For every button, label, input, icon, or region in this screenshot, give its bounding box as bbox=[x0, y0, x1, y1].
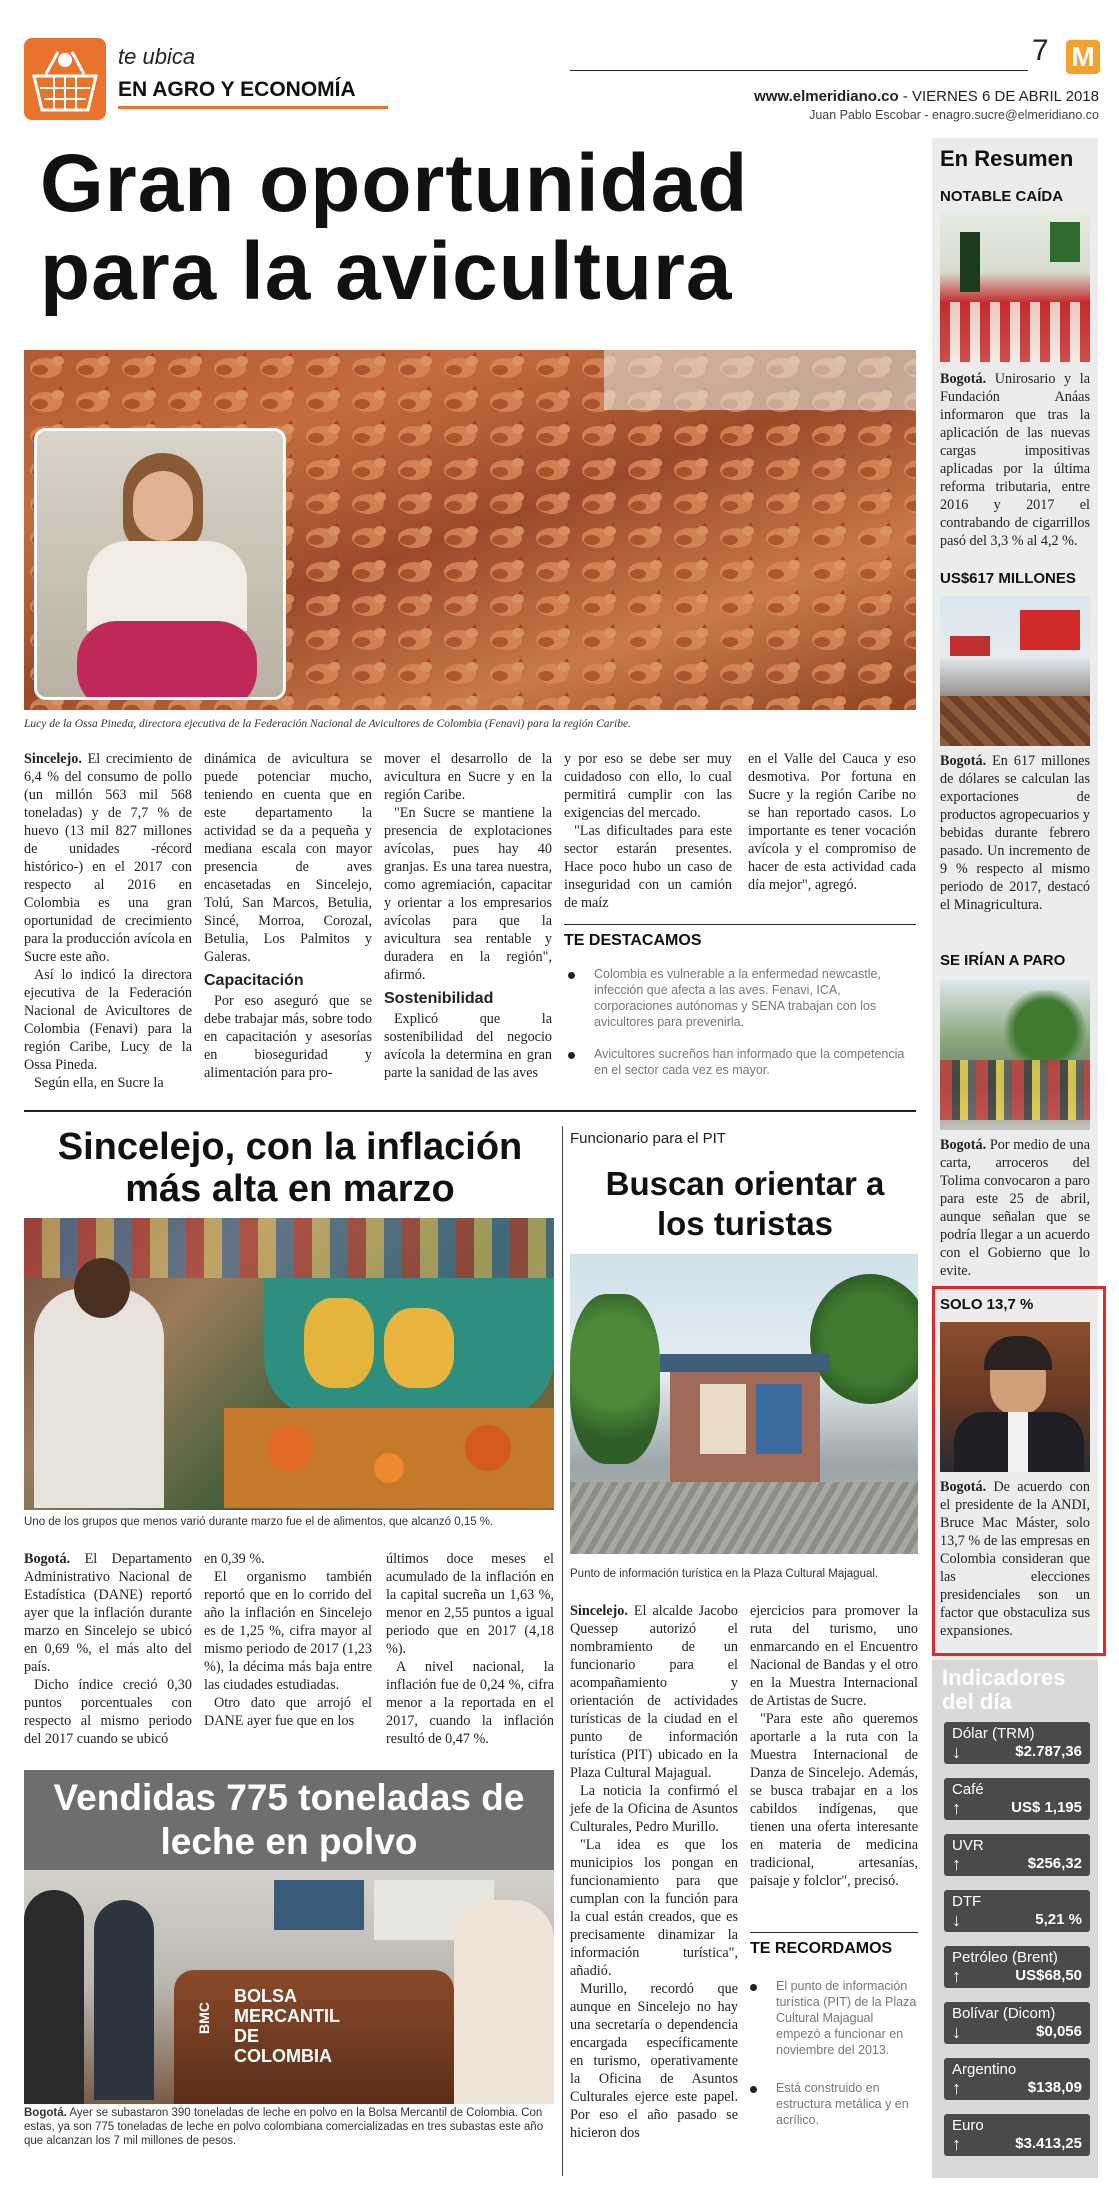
market-photo bbox=[24, 1218, 554, 1510]
sidebar-body-1: En 617 millones de dólares se calculan las exportaciones de productos agropecuarios y bebidas durante febrero pasado. Un incremento de 9 % respecto al mismo periodo de 2017, destacó el Minagricultura. bbox=[940, 753, 1090, 913]
sidebar-lead-2: Bogotá. bbox=[940, 1137, 987, 1153]
header-rule bbox=[570, 70, 1028, 71]
indicator-value: $138,09 bbox=[1027, 2079, 1082, 2096]
main-col2-text: dinámica de avicultura se puede potenciar mucho, teniendo en cuenta que en este departamento la actividad se da a pequeña y mediana escala con mayor presencia de aves encasetadas en Sincelejo, Tolú, San Marcos, Betulia, Sincé, Morroa, Corozal, Betulia, Los Palmitos y Galeras. bbox=[204, 751, 372, 965]
sidebar-lead-0: Bogotá. bbox=[940, 371, 987, 387]
sidebar-head-2: SE IRÍAN A PARO bbox=[940, 952, 1066, 969]
indicator-petroleo bbox=[944, 1946, 1090, 1988]
indicator-label: Euro bbox=[952, 2117, 984, 2134]
section-divider-1 bbox=[24, 1110, 916, 1112]
inflacion-col-3 bbox=[386, 1550, 554, 1748]
main-photo-caption: Lucy de la Ossa Pineda, directora ejecutiva de la Federación Nacional de Avicultores de Colombia (Fenavi) para la región Caribe. bbox=[24, 718, 631, 730]
main-col3-text: mover el desarrollo de la avicultura en Sucre y en la región Caribe. bbox=[384, 751, 552, 803]
bmc-sign-line: DE bbox=[234, 2026, 260, 2046]
indicator-dtf bbox=[944, 1890, 1090, 1932]
leche-caption-text: Ayer se subastaron 390 toneladas de leche en polvo en la Bolsa Mercantil de Colombia. Con estas, ya son 775 toneladas de leche en polvo colombiana comercializadas en tres subastas este año que alcanzan los 7 mil millones de pesos. bbox=[24, 2107, 544, 2147]
bmc-podium bbox=[174, 1970, 454, 2104]
sidebar-lead-3: Bogotá. bbox=[940, 1479, 987, 1495]
indicators-title: Indicadores del día bbox=[942, 1665, 1066, 1714]
inflacion-col-1 bbox=[24, 1550, 192, 1748]
section-logo bbox=[24, 38, 106, 120]
sidebar-head-3: SOLO 13,7 % bbox=[940, 1296, 1034, 1313]
sidebar-body-0: Unirosario y la Fundación Anáas informaron que tras la aplicación de las nuevas cargas impositivas aplicadas por la última reforma tributaria, entre 2016 y 2017 el contrabando de cigarrillos pasó del 3,3 % al 4,2 %. bbox=[940, 371, 1090, 549]
indicator-value: $3.413,25 bbox=[1015, 2135, 1082, 2152]
main-col-2 bbox=[204, 750, 372, 1082]
turistas-col2-p2: "Para este año queremos aportarle a la ruta con la Muestra Internacional de Danza de Sincelejo. Además, se busca trabajar en a los cabildos indígenas, que tienen una oferta interesante en materia de medicina tradicional, artesanías, paisaje y folclor", precisó. bbox=[750, 1711, 918, 1889]
bmc-logo-text: BMC bbox=[195, 2002, 212, 2034]
sidebar-lead-1: Bogotá. bbox=[940, 753, 987, 769]
main-col3-p3: Explicó que la sostenibilidad del negocio avícola la determina en gran parte la sanidad de las aves bbox=[384, 1011, 552, 1081]
bmc-photo-caption bbox=[24, 2106, 554, 2148]
inflacion-col1-text: El Departamento Administrativo Nacional de Estadística (DANE) reportó ayer que la inflación durante marzo en Sincelejo se ubicó en 0,69 %, el más alto del país. bbox=[24, 1551, 193, 1675]
sidebar-body-3: De acuerdo con el presidente de la ANDI, Bruce Mac Máster, solo 13,7 % de las empresas en Colombia consideran que las elecciones presidenciales son un factor que obstaculiza sus expansiones. bbox=[940, 1479, 1090, 1639]
subhead-capacitacion: Capacitación bbox=[204, 972, 304, 989]
chickens-photo bbox=[24, 350, 916, 710]
indicator-uvr bbox=[944, 1834, 1090, 1876]
indicator-argentino bbox=[944, 2058, 1090, 2100]
kiosk-photo-caption: Punto de información turística en la Plaza Cultural Majagual. bbox=[570, 1568, 879, 1580]
farmers-photo bbox=[940, 980, 1090, 1130]
arrow-up-icon: ↑ bbox=[952, 1966, 961, 1986]
leche-caption-lead: Bogotá. bbox=[24, 2107, 67, 2119]
main-col4-text: y por eso se debe ser muy cuidadoso con ello, lo cual permitirá cumplir con las exigencias del mercado. bbox=[564, 751, 732, 821]
destacamos-list bbox=[564, 966, 916, 1078]
indicator-value: $2.787,36 bbox=[1015, 1743, 1082, 1760]
turistas-col-1 bbox=[570, 1602, 738, 2142]
main-col-5 bbox=[748, 750, 916, 894]
inflacion-col-2 bbox=[204, 1550, 372, 1730]
portrait-inset bbox=[34, 428, 286, 700]
main-col1-p2: Así lo indicó la directora ejecutiva de la Federación Nacional de Avicultores de Colombia (Fenavi) para la región Caribe, Lucy de la Ossa Pineda. bbox=[24, 967, 192, 1073]
sidebar-text-2 bbox=[940, 1136, 1090, 1280]
inflacion-lead: Bogotá. bbox=[24, 1551, 71, 1567]
sidebar-text-0 bbox=[940, 370, 1090, 550]
main-col3-p2: "En Sucre se mantiene la presencia de explotaciones avícolas, pues hay 40 granjas. Es una tarea nuestra, como agremiación, capacitar y orientar a los empresarios avícolas para que la avicultura sea rentable y duradera en la región", afirmó. bbox=[384, 805, 552, 983]
main-col-3 bbox=[384, 750, 552, 1082]
indicator-value: $256,32 bbox=[1027, 1855, 1082, 1872]
leche-headline: Vendidas 775 toneladas de leche en polvo bbox=[53, 1777, 525, 1862]
main-headline: Gran oportunidad para la avicultura bbox=[40, 138, 749, 317]
page-number: 7 bbox=[1032, 34, 1049, 67]
inflacion-col2-text: en 0,39 %. bbox=[204, 1551, 265, 1567]
sidebar-head-1: US$617 MILLONES bbox=[940, 570, 1076, 587]
arrow-down-icon: ↓ bbox=[952, 2022, 961, 2042]
cigarettes-photo bbox=[940, 212, 1090, 362]
section-label-small: te ubica bbox=[118, 44, 196, 69]
arrow-down-icon: ↓ bbox=[952, 1742, 961, 1762]
destacamos-rule bbox=[564, 924, 916, 925]
section-label-big: EN AGRO Y ECONOMÍA bbox=[118, 78, 356, 101]
main-col2-p2: Por eso aseguró que se debe trabajar más, sobre todo en capacitación y asesorías en bioseguridad y alimentación para pro- bbox=[204, 993, 372, 1081]
turistas-kicker: Funcionario para el PIT bbox=[570, 1130, 726, 1147]
bmc-sign-line: COLOMBIA bbox=[234, 2046, 332, 2066]
arrow-up-icon: ↑ bbox=[952, 2134, 961, 2154]
author-line: Juan Pablo Escobar - enagro.sucre@elmeridiano.co bbox=[809, 108, 1099, 122]
turistas-col2-text: ejercicios para promover la ruta del turismo, uno enmarcando en el Encuentro Nacional de Bandas y el otro en la Muestra Internacional de Artistas de Sucre. bbox=[750, 1603, 918, 1709]
dateline bbox=[754, 88, 1099, 105]
bmc-sign-line: BOLSA bbox=[234, 1986, 297, 2006]
indicator-cafe bbox=[944, 1778, 1090, 1820]
recordamos-title: TE RECORDAMOS bbox=[750, 1940, 893, 1957]
indicator-label: DTF bbox=[952, 1893, 982, 1910]
main-col-1 bbox=[24, 750, 192, 1092]
main-col1-p3: Según ella, en Sucre la bbox=[34, 1075, 164, 1091]
inflacion-col2-p3: Otro dato que arrojó el DANE ayer fue que en los bbox=[204, 1695, 372, 1729]
indicator-value: 5,21 % bbox=[1035, 1911, 1082, 1928]
indicator-value: $0,056 bbox=[1036, 2023, 1082, 2040]
sidebar-title: En Resumen bbox=[940, 146, 1074, 171]
indicator-value: US$68,50 bbox=[1015, 1967, 1082, 1984]
inflacion-col2-p2: El organismo también reportó que en lo corrido del año la inflación en Sincelejo es de 1,25 %, cifra mayor al mismo periodo de 2017 (1,23 %), la décima más baja entre las ciudades estudiadas. bbox=[204, 1569, 372, 1693]
indicator-label: UVR bbox=[952, 1837, 984, 1854]
turistas-col-2 bbox=[750, 1602, 918, 1890]
indicator-dolar bbox=[944, 1722, 1090, 1764]
brand-logo-letter: M bbox=[1071, 41, 1095, 72]
indicator-label: Argentino bbox=[952, 2061, 1017, 2078]
recordamos-rule bbox=[750, 1932, 918, 1933]
port-photo bbox=[940, 596, 1090, 746]
subhead-sostenibilidad: Sostenibilidad bbox=[384, 990, 494, 1007]
turistas-col1-p4: Murillo, recordó que aunque en Sincelejo no hay una secretaría o dependencia encargada específicamente en turismo, operativamente la Oficina de Asuntos Culturales ejerce este papel. Por eso el año pasado se hicieron dos bbox=[570, 1981, 738, 2141]
sidebar-body-2: Por medio de una carta, arroceros del Tolima convocaron a paro para este 25 de abril, aunque señalan que se podría llegar a un acuerdo con el Gobierno que lo evite. bbox=[940, 1137, 1091, 1279]
indicator-label: Café bbox=[952, 1781, 984, 1798]
main-dateline-lead: Sincelejo. bbox=[24, 751, 82, 767]
inflacion-col3-p2: A nivel nacional, la inflación fue de 0,24 %, cifra menor a la reportada en el 2017, cuando la inflación resultó de 0,47 %. bbox=[386, 1659, 554, 1747]
andi-president-photo bbox=[940, 1322, 1090, 1472]
turistas-headline: Buscan orientar a los turistas bbox=[605, 1165, 885, 1242]
leche-banner bbox=[24, 1770, 554, 1870]
indicator-label: Dólar (TRM) bbox=[952, 1725, 1035, 1742]
indicator-label: Petróleo (Brent) bbox=[952, 1949, 1058, 1966]
section-underline bbox=[118, 106, 388, 109]
bmc-photo bbox=[24, 1870, 554, 2104]
recordamos-list bbox=[746, 1978, 918, 2128]
turistas-col1-text: El alcalde Jacobo Quessep autorizó el nombramiento de un funcionario para el acompañamiento y orientación de actividades turísticas de la ciudad en el punto de información turística (PIT) ubicado en la Plaza Cultural Majagual. bbox=[570, 1603, 738, 1781]
sidebar-text-3 bbox=[940, 1478, 1090, 1640]
main-col5-text: en el Valle del Cauca y eso desmotiva. Por fortuna en Sucre y la región Caribe no se han reportado casos. Lo importante es tener vocación avícola y el compromiso de hacer de esta actividad cada día mejor", agregó. bbox=[748, 751, 916, 893]
destacamos-title: TE DESTACAMOS bbox=[564, 932, 702, 949]
main-col-4 bbox=[564, 750, 732, 912]
destacamos-item: Avicultores sucreños han informado que la competencia en el sector cada vez es mayor. bbox=[564, 1046, 916, 1078]
main-col1-text: El crecimiento de 6,4 % del consumo de pollo (un millón 563 mil 568 toneladas) y de 7,7 % de huevo (13 mil 827 millones de unidades -récord histórico-) en el 2017 con respecto al 2016 en Colombia es una gran oportunidad de crecimiento para la producción avícola en Sucre este año. bbox=[24, 751, 192, 965]
indicator-euro bbox=[944, 2114, 1090, 2156]
recordamos-item: Está construido en estructura metálica y en acrílico. bbox=[746, 2080, 918, 2128]
indicator-value: US$ 1,195 bbox=[1011, 1799, 1082, 1816]
arrow-up-icon: ↑ bbox=[952, 1798, 961, 1818]
sidebar-head-0: NOTABLE CAÍDA bbox=[940, 188, 1064, 205]
turistas-col1-p3: "La idea es que los municipios los pongan en funcionamiento para que cumplan con la función para la cual están creados, que es precisamente dinamizar la información turística", añadió. bbox=[570, 1837, 738, 1979]
tourism-kiosk-photo bbox=[570, 1254, 918, 1554]
arrow-down-icon: ↓ bbox=[952, 1910, 961, 1930]
brand-logo bbox=[1066, 40, 1100, 74]
main-col4-p2: "Las dificultades para este sector estarán presentes. Hace poco hubo un caso de inseguridad con un camión de maíz bbox=[564, 823, 732, 911]
bmc-sign-line: MERCANTIL bbox=[234, 2006, 340, 2026]
arrow-up-icon: ↑ bbox=[952, 2078, 961, 2098]
turistas-col1-p2: La noticia la confirmó el jefe de la Oficina de Asuntos Culturales, Pedro Murillo. bbox=[570, 1783, 738, 1835]
destacamos-item: Colombia es vulnerable a la enfermedad newcastle, infección que afecta a las aves. Fenavi, ICA, corporaciones autónomas y SENA trabajan con los avicultores para prevenirla. bbox=[564, 966, 916, 1030]
basket-icon bbox=[24, 38, 106, 120]
turistas-lead: Sincelejo. bbox=[570, 1603, 628, 1619]
site-url[interactable]: www.elmeridiano.co bbox=[754, 88, 899, 105]
inflacion-col1-p2: Dicho índice creció 0,30 puntos porcentuales con respecto al mismo periodo del 2017 cuando se ubicó bbox=[24, 1677, 192, 1747]
inflacion-headline: Sincelejo, con la inflación más alta en marzo bbox=[57, 1126, 523, 1210]
sidebar-text-1 bbox=[940, 752, 1090, 914]
market-photo-caption: Uno de los grupos que menos varió durante marzo fue el de alimentos, que alcanzó 0,15 %. bbox=[24, 1516, 494, 1528]
indicator-bolivar bbox=[944, 2002, 1090, 2044]
arrow-up-icon: ↑ bbox=[952, 1854, 961, 1874]
recordamos-item: El punto de información turística (PIT) de la Plaza Cultural Majagual empezó a funcionar en noviembre del 2013. bbox=[746, 1978, 918, 2058]
date-text: - VIERNES 6 DE ABRIL 2018 bbox=[898, 88, 1099, 105]
indicator-label: Bolívar (Dicom) bbox=[952, 2005, 1056, 2022]
column-divider bbox=[562, 1126, 563, 2176]
inflacion-col3-text: últimos doce meses el acumulado de la inflación en la capital sucreña un 1,63 %, menor en 2,55 puntos a igual periodo que en 2017 (4,18 %). bbox=[386, 1551, 554, 1657]
